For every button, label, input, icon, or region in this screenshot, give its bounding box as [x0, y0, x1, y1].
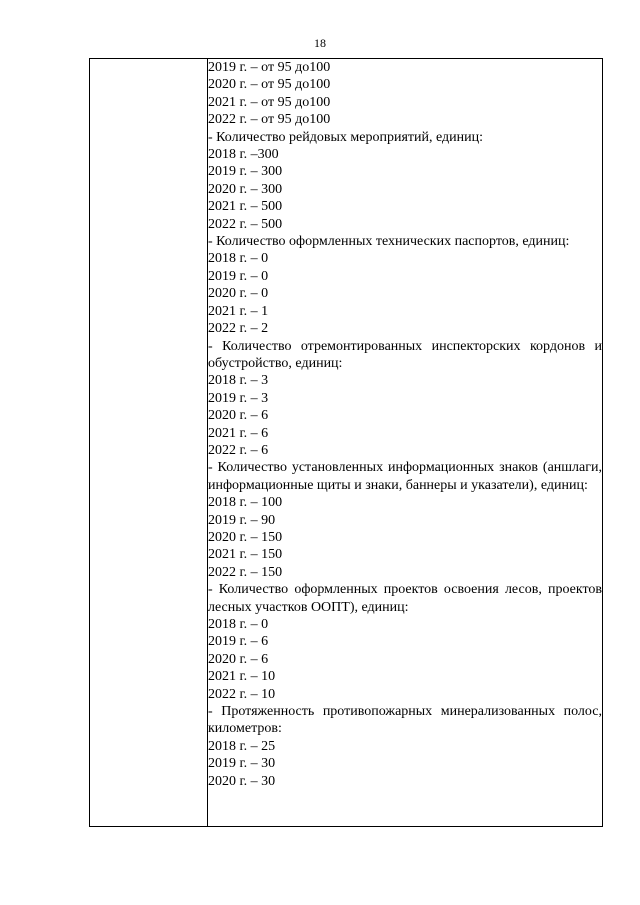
table-cell-left	[90, 59, 208, 827]
indicator-heading: - Протяженность противопожарных минерализованных полос, километров:	[208, 704, 602, 737]
indicator-heading: - Количество установленных информационных знаков (аншлаги, информационные щиты и знаки, баннеры и указатели), единиц:	[208, 460, 602, 493]
value-line: 2019 г. – 90	[208, 512, 276, 528]
value-line: 2019 г. – 300	[208, 164, 283, 180]
page-number: 18	[314, 36, 326, 50]
value-line: 2018 г. – 100	[208, 495, 283, 511]
value-line: 2021 г. – 500	[208, 199, 283, 215]
value-line: 2021 г. – 6	[208, 425, 269, 441]
value-line: 2021 г. – 10	[208, 669, 276, 685]
indicator-heading: - Количество рейдовых мероприятий, единиц:	[208, 129, 484, 145]
value-line: 2020 г. – 6	[208, 651, 269, 667]
value-line: 2020 г. – 6	[208, 408, 269, 424]
value-line: 2020 г. – 150	[208, 529, 283, 545]
value-line: 2018 г. –300	[208, 147, 279, 163]
indicators-table	[89, 58, 603, 827]
value-line: 2019 г. – 6	[208, 634, 269, 650]
value-line: 2020 г. – от 95 до100	[208, 77, 331, 93]
table-cell-indicators	[208, 59, 603, 827]
value-line: 2020 г. – 30	[208, 773, 276, 789]
table-row	[90, 59, 603, 827]
value-line: 2022 г. – от 95 до100	[208, 112, 331, 128]
value-line: 2022 г. – 150	[208, 564, 283, 580]
value-line: 2018 г. – 0	[208, 251, 269, 267]
value-line: 2022 г. – 500	[208, 216, 283, 232]
value-line: 2018 г. – 3	[208, 373, 269, 389]
value-line: 2021 г. – 150	[208, 547, 283, 563]
value-line: 2020 г. – 0	[208, 286, 269, 302]
value-line: 2022 г. – 6	[208, 442, 269, 458]
indicator-heading: - Количество оформленных проектов освоения лесов, проектов лесных участков ООПТ), единиц:	[208, 582, 602, 615]
indicator-heading: - Количество оформленных технических паспортов, единиц:	[208, 234, 570, 250]
value-line: 2022 г. – 10	[208, 686, 276, 702]
value-line: 2020 г. – 300	[208, 181, 283, 197]
value-line: 2019 г. – 3	[208, 390, 269, 406]
indicator-heading: - Количество отремонтированных инспекторских кордонов и обустройство, единиц:	[208, 338, 602, 371]
value-line: 2022 г. – 2	[208, 321, 269, 337]
value-line: 2021 г. – от 95 до100	[208, 94, 331, 110]
value-line: 2018 г. – 25	[208, 738, 276, 754]
value-line: 2019 г. – 30	[208, 756, 276, 772]
value-line: 2019 г. – 0	[208, 268, 269, 284]
value-line: 2021 г. – 1	[208, 303, 269, 319]
value-line: 2018 г. – 0	[208, 617, 269, 632]
value-line: 2019 г. – от 95 до100	[208, 60, 331, 75]
